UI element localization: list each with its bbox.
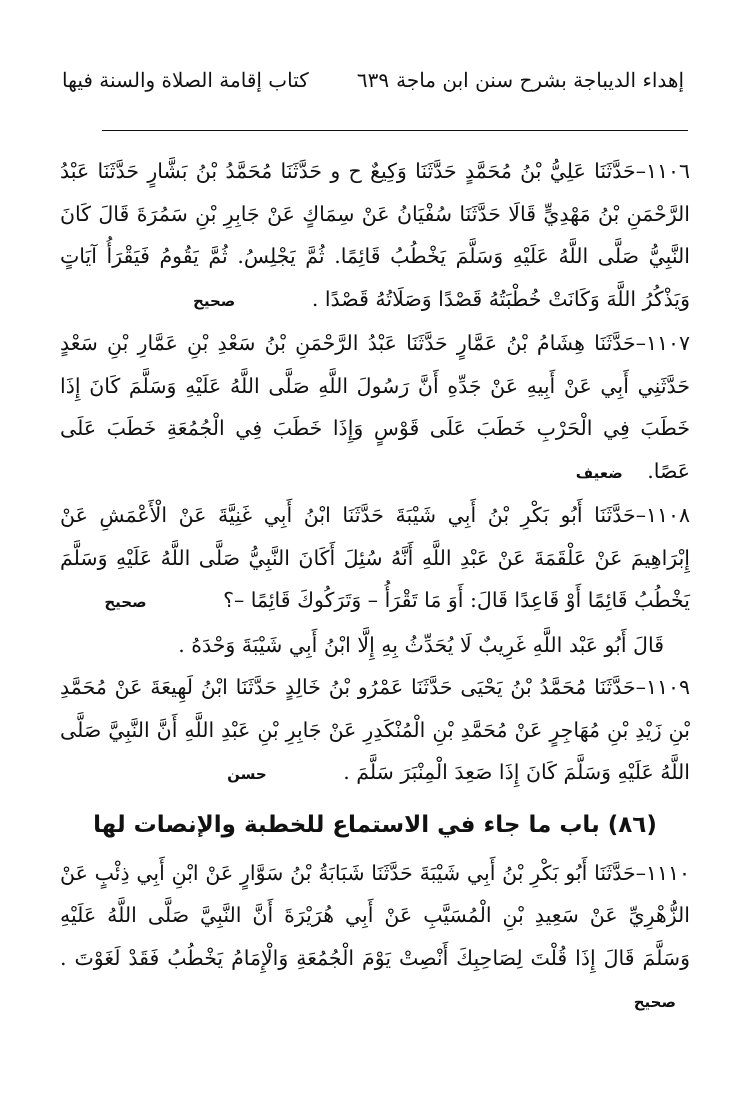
hadith-1110 bbox=[60, 852, 690, 1024]
header-chapter-title: كتاب إقامة الصلاة والسنة فيها bbox=[62, 68, 309, 92]
header-book-title: إهداء الديباجة بشرح سنن ابن ماجة bbox=[396, 68, 684, 92]
header-divider bbox=[102, 130, 688, 131]
hadith-grade: صحيح bbox=[104, 593, 147, 611]
hadith-text: –حَدَّثَنَا هِشَامُ بْنُ عَمَّارٍ حَدَّثَنَا عَبْدُ الرَّحْمَنِ بْنُ سَعْدِ بْنِ عَمَّارِ بْنِ سَعْدٍ حَدَّثَنِي أَبِي عَنْ أَبِيهِ عَنْ جَدِّهِ أَنَّ رَسُولَ اللَّهِ صَلَّى اللَّهُ عَلَيْهِ وَسَلَّمَ كَانَ إِذَا خَطَبَ فِي الْحَرْبِ خَطَبَ عَلَى قَوْسٍ وَإِذَا خَطَبَ فِي الْجُمُعَةِ خَطَبَ عَلَى عَصًا. bbox=[60, 331, 690, 483]
chapter-heading: (٨٦) باب ما جاء في الاستماع للخطبة والإنصات لها bbox=[93, 811, 657, 838]
hadith-number: ١١٠٨ bbox=[645, 503, 690, 527]
hadith-number: ١١٠٦ bbox=[645, 159, 690, 183]
hadith-grade: ضعيف bbox=[575, 463, 623, 482]
page-number: ٦٣٩ bbox=[356, 68, 390, 92]
hadith-1108 bbox=[60, 494, 690, 624]
page-body bbox=[60, 150, 690, 1024]
hadith-text: –حَدَّثَنَا أَبُو بَكْرِ بْنُ أَبِي شَيْبَةَ حَدَّثَنَا شَبَابَةُ بْنُ سَوَّارٍ عَنْ ابْنِ أَبِي ذِئْبٍ عَنْ الزُّهْرِيِّ عَنْ سَعِيدِ بْنِ الْمُسَيَّبِ عَنْ أَبِي هُرَيْرَةَ أَنَّ النَّبِيَّ صَلَّى اللَّهُ عَلَيْهِ وَسَلَّمَ قَالَ إِذَا قُلْتَ لِصَاحِبِكَ أَنْصِتْ يَوْمَ الْجُمُعَةِ وَالْإِمَامُ يَخْطُبُ فَقَدْ لَغَوْتَ . bbox=[60, 860, 690, 970]
hadith-number: ١١٠٩ bbox=[645, 675, 690, 699]
hadith-grade: صحيح bbox=[193, 291, 236, 310]
hadith-1106 bbox=[60, 150, 690, 322]
hadith-text: –حَدَّثَنَا عَلِيُّ بْنُ مُحَمَّدٍ حَدَّثَنَا وَكِيعٌ ح و حَدَّثَنَا مُحَمَّدُ بْنُ بَشَّارٍ حَدَّثَنَا عَبْدُ الرَّحْمَنِ بْنُ مَهْدِيٍّ قَالَا حَدَّثَنَا سُفْيَانُ عَنْ سِمَاكٍ عَنْ جَابِرِ بْنِ سَمُرَةَ قَالَ كَانَ النَّبِيُّ صَلَّى اللَّهُ عَلَيْهِ وَسَلَّمَ يَخْطُبُ قَائِمًا. ثُمَّ يَجْلِسُ. ثُمَّ يَقُومُ فَيَقْرَأُ آيَاتٍ وَيَذْكُرُ اللَّهَ وَكَانَتْ خُطْبَتُهُ قَصْدًا وَصَلَاتُهُ قَصْدًا . bbox=[60, 159, 690, 311]
hadith-grade: صحيح bbox=[633, 993, 676, 1011]
hadith-number: ١١١٠ bbox=[645, 860, 690, 885]
hadith-text: –حَدَّثَنَا أَبُو بَكْرِ بْنُ أَبِي شَيْبَةَ حَدَّثَنَا ابْنُ أَبِي غَنِيَّةَ عَنْ الْأَعْمَشِ عَنْ إِبْرَاهِيمَ عَنْ عَلْقَمَةَ عَنْ عَبْدِ اللَّهِ أَنَّهُ سُئِلَ أَكَانَ النَّبِيُّ صَلَّى اللَّهُ عَلَيْهِ وَسَلَّمَ يَخْطُبُ قَائِمًا أَوْ قَاعِدًا قَالَ: أَوَ مَا تَقْرَأُ – وَتَرَكُوكَ قَائِمًا –؟ bbox=[60, 503, 690, 612]
hadith-grade: حسن bbox=[227, 765, 267, 783]
running-header bbox=[62, 62, 684, 102]
hadith-number: ١١٠٧ bbox=[645, 331, 690, 355]
hadith-1109 bbox=[60, 666, 690, 796]
hadith-text: –حَدَّثَنَا مُحَمَّدُ بْنُ يَحْيَى حَدَّثَنَا عَمْرُو بْنُ خَالِدٍ حَدَّثَنَا ابْنُ لَهِيعَةَ عَنْ مُحَمَّدِ بْنِ زَيْدِ بْنِ مُهَاجِرٍ عَنْ مُحَمَّدِ بْنِ الْمُنْكَدِرِ عَنْ جَابِرِ بْنِ عَبْدِ اللَّهِ أَنَّ النَّبِيَّ صَلَّى اللَّهُ عَلَيْهِ وَسَلَّمَ كَانَ إِذَا صَعِدَ الْمِنْبَرَ سَلَّمَ . bbox=[60, 675, 690, 784]
hadith-1107 bbox=[60, 322, 690, 494]
hadith-note: قَالَ أَبُو عَبْد اللَّهِ غَرِيبٌ لَا يُحَدِّثُ بِهِ إِلَّا ابْنُ أَبِي شَيْبَةَ وَحْدَهُ . bbox=[178, 632, 664, 657]
